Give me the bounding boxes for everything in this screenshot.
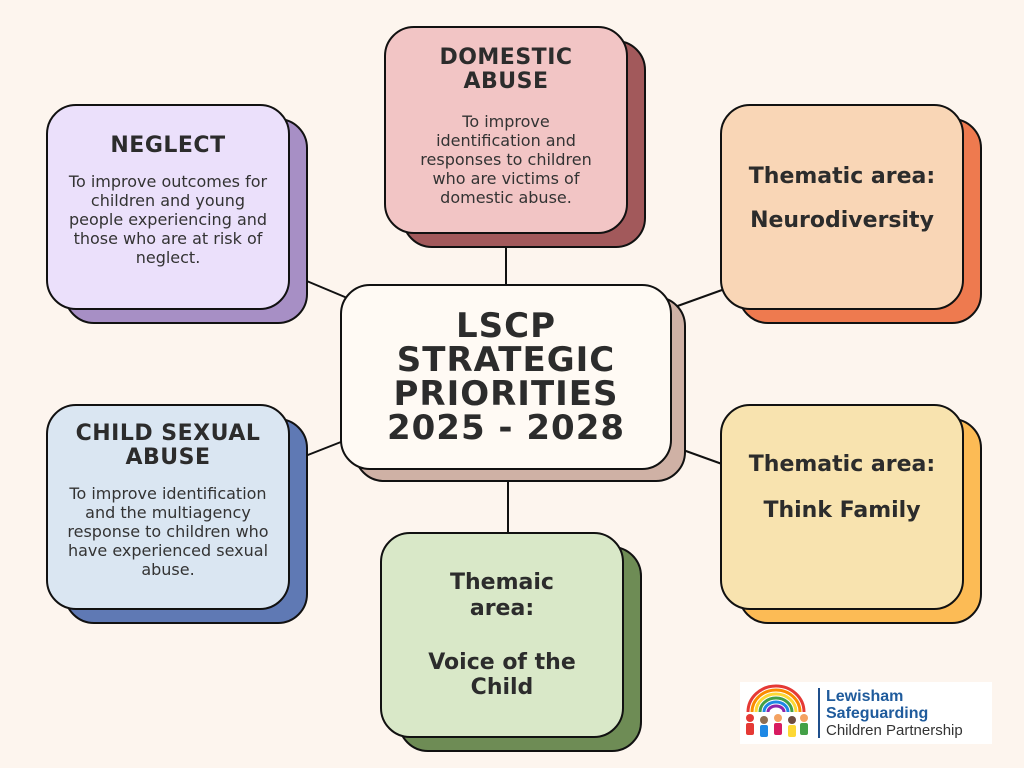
think-family-card [720, 404, 964, 610]
card-face [380, 532, 624, 738]
connector-neurodiversity [672, 290, 722, 308]
think-family-name: Think Family [763, 498, 921, 523]
neurodiversity-name: Neurodiversity [750, 208, 934, 233]
domestic-abuse-title: DOMESTIC ABUSE [439, 45, 573, 94]
logo-text [826, 688, 963, 739]
neglect-card [46, 104, 290, 310]
card-face [720, 404, 964, 610]
neurodiversity-card [720, 104, 964, 310]
strategic-priorities-center-card [340, 284, 672, 470]
card-face [384, 26, 628, 234]
child-sexual-abuse-card [46, 404, 290, 610]
card-face [720, 104, 964, 310]
card-face [46, 104, 290, 310]
center-title-line: STRATEGIC [396, 340, 616, 380]
think-family-label: Thematic area: [748, 452, 936, 477]
domestic-abuse-description: To improve identification and responses to children who are victims of domestic abuse. [420, 112, 592, 207]
neurodiversity-label: Thematic area: [748, 164, 936, 189]
logo-line-3: Children Partnership [826, 721, 963, 739]
center-title-line: LSCP [455, 306, 557, 346]
logo-line-1: Lewisham [826, 687, 904, 705]
logo-line-2: Safeguarding [826, 704, 929, 722]
neglect-title: NEGLECT [110, 133, 226, 158]
voice-of-the-child-card [380, 532, 624, 738]
domestic-abuse-card [384, 26, 628, 234]
child-sexual-abuse-description: To improve identification and the multiagency response to children who have experienced sexual abuse. [67, 484, 269, 579]
child-sexual-abuse-title: CHILD SEXUAL ABUSE [75, 421, 261, 470]
center-title-line: 2025 - 2028 [386, 408, 626, 448]
voice-of-the-child-name: Voice of the Child [428, 650, 576, 700]
rainbow-children-icon [740, 682, 812, 744]
lewisham-safeguarding-logo [740, 682, 992, 744]
card-face [46, 404, 290, 610]
neglect-description: To improve outcomes for children and young people experiencing and those who are at risk of neglect. [68, 172, 268, 267]
logo-divider [818, 688, 820, 738]
card-face [340, 284, 672, 470]
voice-of-the-child-label: Themaic area: [450, 570, 554, 621]
center-title-line: PRIORITIES [393, 374, 619, 414]
